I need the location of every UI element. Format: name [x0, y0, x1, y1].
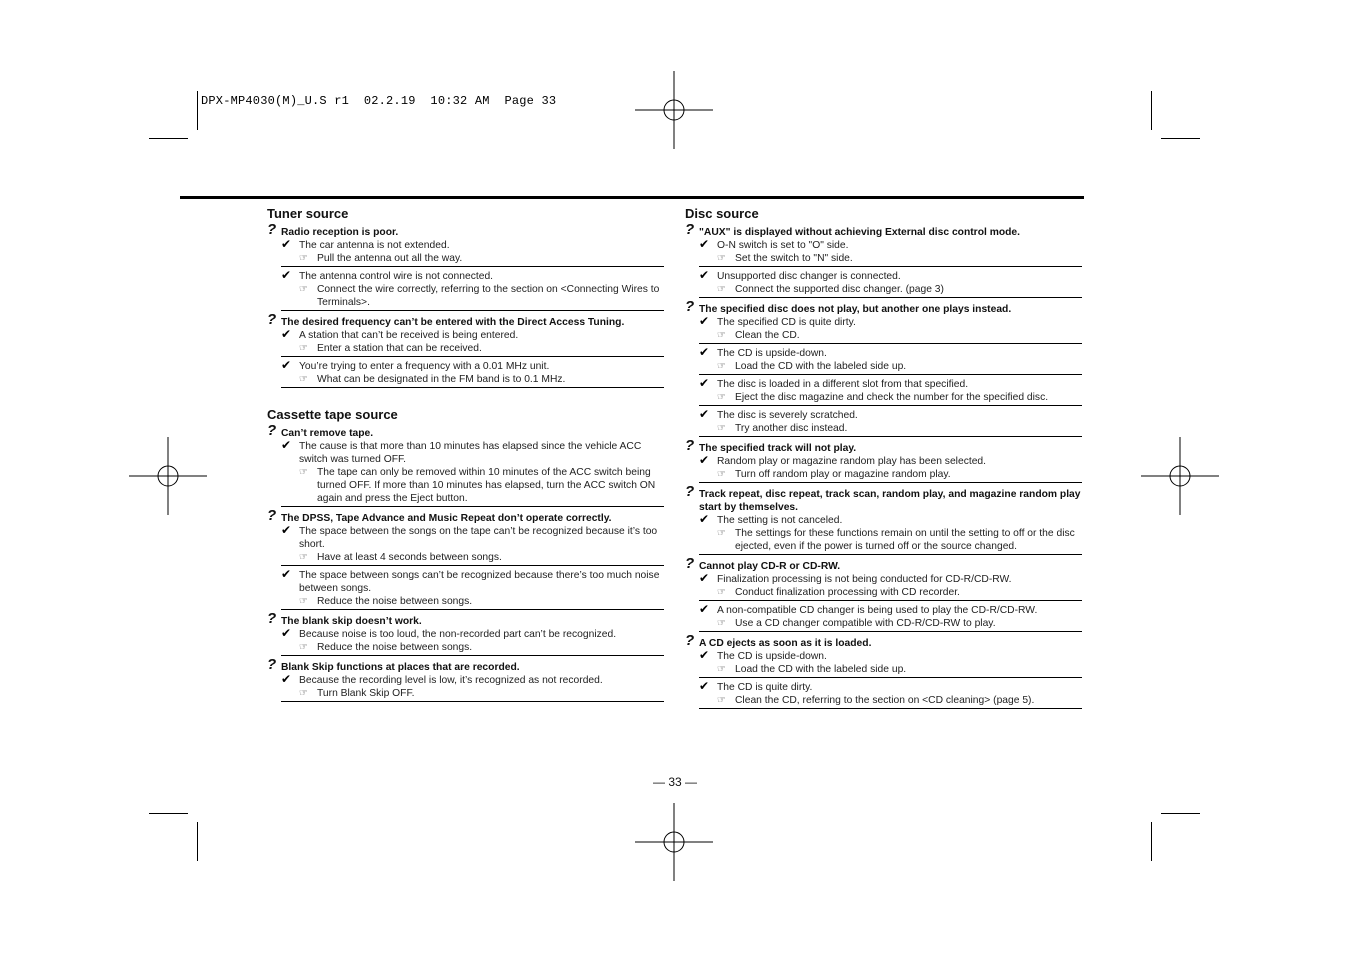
cause-line: [281, 360, 664, 373]
remedy-text: Turn Blank Skip OFF.: [317, 688, 415, 699]
question-mark-icon: ?: [685, 555, 695, 572]
cause-line: [699, 316, 1082, 329]
cause-line: [699, 514, 1082, 527]
problem-text: The specified track will not play.: [699, 443, 857, 454]
remedy-text: Connect the wire correctly, referring to the section on <Connecting Wires to Terminals>.: [317, 284, 660, 308]
remedy-line: [699, 329, 1082, 342]
registration-mark-icon: [1141, 437, 1219, 515]
question-mark-icon: ?: [685, 483, 695, 500]
remedy-line: [281, 687, 664, 700]
remedy-text: What can be designated in the FM band is to 0.1 MHz.: [317, 374, 566, 385]
remedy-line: [281, 641, 664, 654]
check-icon: ✔: [281, 567, 292, 581]
remedy-text: Set the switch to "N" side.: [735, 253, 853, 264]
trouble-entry: [699, 514, 1082, 555]
trouble-entry: [281, 569, 664, 610]
cause-text: Finalization processing is not being conducted for CD-R/CD-RW.: [717, 574, 1012, 585]
cause-text: The CD is upside-down.: [717, 651, 827, 662]
cause-line: [281, 440, 664, 466]
pointing-hand-icon: ☞: [717, 253, 726, 264]
trouble-entry: [281, 270, 664, 311]
question-mark-icon: ?: [267, 610, 277, 627]
cause-text: The CD is upside-down.: [717, 348, 827, 359]
problem-question: [267, 221, 664, 239]
trouble-entry: [699, 650, 1082, 678]
check-icon: ✔: [281, 438, 292, 452]
registration-mark-icon: [129, 437, 207, 515]
problem-question: [267, 311, 664, 329]
crop-mark: [149, 813, 188, 814]
trouble-entry: [699, 409, 1082, 437]
remedy-text: Pull the antenna out all the way.: [317, 253, 463, 264]
remedy-text: Try another disc instead.: [735, 423, 848, 434]
remedy-text: Load the CD with the labeled side up.: [735, 664, 907, 675]
question-mark-icon: ?: [267, 311, 277, 328]
remedy-text: Reduce the noise between songs.: [317, 596, 473, 607]
print-slug: DPX-MP4030(M)_U.S r1 02.2.19 10:32 AM Page 33: [201, 94, 557, 108]
check-icon: ✔: [281, 523, 292, 537]
remedy-text: Conduct finalization processing with CD recorder.: [735, 587, 960, 598]
pointing-hand-icon: ☞: [717, 469, 726, 480]
cause-text: Because noise is too loud, the non-recorded part can’t be recognized.: [299, 629, 617, 640]
remedy-text: The tape can only be removed within 10 minutes of the ACC switch being turned OFF. If more than 10 minutes has elapsed, turn the ACC switch ON again and press the Eject button.: [317, 467, 656, 504]
registration-mark-icon: [635, 803, 713, 881]
pointing-hand-icon: ☞: [299, 374, 308, 385]
remedy-text: Turn off random play or magazine random play.: [735, 469, 951, 480]
cause-line: [699, 681, 1082, 694]
check-icon: ✔: [281, 358, 292, 372]
cause-text: You’re trying to enter a frequency with a 0.01 MHz unit.: [299, 361, 550, 372]
pointing-hand-icon: ☞: [717, 392, 726, 403]
cause-line: [281, 329, 664, 342]
remedy-text: Connect the supported disc changer. (page 3): [735, 284, 944, 295]
problem-question: [685, 221, 1082, 239]
problem-text: Radio reception is poor.: [281, 227, 399, 238]
problem-question: [267, 422, 664, 440]
crop-mark: [1161, 138, 1200, 139]
page-number: — 33 —: [652, 775, 697, 789]
cause-line: [699, 573, 1082, 586]
cause-line: [699, 239, 1082, 252]
remedy-line: [699, 617, 1082, 630]
problem-question: [267, 610, 664, 628]
remedy-line: [699, 468, 1082, 481]
remedy-text: Reduce the noise between songs.: [317, 642, 473, 653]
trouble-entry: [699, 316, 1082, 344]
crop-mark: [197, 91, 198, 130]
problem-question: [685, 437, 1082, 455]
remedy-line: [699, 391, 1082, 404]
problem-question: [685, 555, 1082, 573]
cause-text: The cause is that more than 10 minutes has elapsed since the vehicle ACC switch was turned OFF.: [299, 441, 642, 465]
remedy-line: [699, 527, 1082, 553]
cause-line: [281, 674, 664, 687]
remedy-line: [699, 586, 1082, 599]
question-mark-icon: ?: [685, 221, 695, 238]
section-gap: [267, 393, 664, 406]
crop-mark: [197, 822, 198, 861]
problem-question: [267, 656, 664, 674]
cause-line: [699, 378, 1082, 391]
crop-mark: [1151, 822, 1152, 861]
question-mark-icon: ?: [685, 632, 695, 649]
remedy-line: [281, 595, 664, 608]
right-column: [685, 205, 1082, 714]
trouble-entry: [699, 455, 1082, 483]
remedy-text: Clean the CD.: [735, 330, 800, 341]
check-icon: ✔: [699, 512, 710, 526]
cause-text: The car antenna is not extended.: [299, 240, 450, 251]
cause-line: [699, 347, 1082, 360]
question-mark-icon: ?: [267, 221, 277, 238]
cause-line: [281, 525, 664, 551]
cause-text: A non-compatible CD changer is being used to play the CD-R/CD-RW.: [717, 605, 1038, 616]
problem-text: The blank skip doesn’t work.: [281, 616, 422, 627]
pointing-hand-icon: ☞: [717, 618, 726, 629]
trouble-entry: [699, 270, 1082, 298]
header-rule: [180, 196, 1084, 199]
check-icon: ✔: [699, 314, 710, 328]
trouble-entry: [699, 573, 1082, 601]
problem-question: [685, 298, 1082, 316]
trouble-entry: [699, 347, 1082, 375]
problem-text: The specified disc does not play, but another one plays instead.: [699, 304, 1012, 315]
crop-mark: [149, 138, 188, 139]
check-icon: ✔: [699, 571, 710, 585]
cause-text: The antenna control wire is not connected.: [299, 271, 494, 282]
remedy-text: Have at least 4 seconds between songs.: [317, 552, 502, 563]
remedy-line: [281, 551, 664, 564]
check-icon: ✔: [281, 237, 292, 251]
remedy-line: [281, 283, 664, 309]
remedy-text: Enter a station that can be received.: [317, 343, 482, 354]
trouble-entry: [281, 360, 664, 388]
remedy-line: [699, 663, 1082, 676]
problem-text: Can’t remove tape.: [281, 428, 374, 439]
check-icon: ✔: [281, 626, 292, 640]
check-icon: ✔: [699, 453, 710, 467]
remedy-text: Load the CD with the labeled side up.: [735, 361, 907, 372]
trouble-entry: [699, 681, 1082, 709]
pointing-hand-icon: ☞: [299, 596, 308, 607]
trouble-entry: [281, 440, 664, 507]
problem-text: Cannot play CD-R or CD-RW.: [699, 561, 841, 572]
pointing-hand-icon: ☞: [717, 361, 726, 372]
pointing-hand-icon: ☞: [717, 664, 726, 675]
cause-line: [699, 455, 1082, 468]
cause-text: The space between the songs on the tape can’t be recognized because it’s too short.: [299, 526, 658, 550]
check-icon: ✔: [699, 376, 710, 390]
pointing-hand-icon: ☞: [717, 695, 726, 706]
pointing-hand-icon: ☞: [717, 330, 726, 341]
pointing-hand-icon: ☞: [299, 284, 308, 295]
cause-text: A station that can’t be received is being entered.: [299, 330, 519, 341]
problem-question: [685, 632, 1082, 650]
cause-text: The disc is severely scratched.: [717, 410, 858, 421]
cause-text: Unsupported disc changer is connected.: [717, 271, 901, 282]
cause-text: The specified CD is quite dirty.: [717, 317, 856, 328]
trouble-entry: [281, 239, 664, 267]
cause-text: The disc is loaded in a different slot from that specified.: [717, 379, 969, 390]
cause-line: [699, 650, 1082, 663]
check-icon: ✔: [699, 648, 710, 662]
pointing-hand-icon: ☞: [717, 587, 726, 598]
remedy-line: [281, 252, 664, 265]
question-mark-icon: ?: [685, 298, 695, 315]
section-title: Cassette tape source: [267, 407, 398, 422]
pointing-hand-icon: ☞: [299, 343, 308, 354]
remedy-line: [699, 422, 1082, 435]
problem-text: Track repeat, disc repeat, track scan, random play, and magazine random play start by themselves.: [699, 489, 1081, 513]
pointing-hand-icon: ☞: [299, 688, 308, 699]
remedy-text: Clean the CD, referring to the section on <CD cleaning> (page 5).: [735, 695, 1035, 706]
problem-question: [267, 507, 664, 525]
pointing-hand-icon: ☞: [717, 284, 726, 295]
cause-text: O-N switch is set to "O" side.: [717, 240, 849, 251]
remedy-line: [699, 252, 1082, 265]
check-icon: ✔: [699, 679, 710, 693]
question-mark-icon: ?: [267, 656, 277, 673]
cause-line: [281, 239, 664, 252]
problem-text: The DPSS, Tape Advance and Music Repeat don’t operate correctly.: [281, 513, 612, 524]
trouble-entry: [699, 378, 1082, 406]
cause-line: [699, 270, 1082, 283]
remedy-line: [699, 283, 1082, 296]
question-mark-icon: ?: [685, 437, 695, 454]
problem-text: A CD ejects as soon as it is loaded.: [699, 638, 872, 649]
cause-line: [699, 604, 1082, 617]
problem-question: [685, 483, 1082, 514]
remedy-line: [699, 694, 1082, 707]
remedy-text: The settings for these functions remain on until the setting to off or the disc ejected, even if the power is turned off or the source changed.: [735, 528, 1075, 552]
trouble-entry: [281, 329, 664, 357]
check-icon: ✔: [281, 672, 292, 686]
pointing-hand-icon: ☞: [299, 467, 308, 478]
cause-text: The CD is quite dirty.: [717, 682, 813, 693]
check-icon: ✔: [281, 327, 292, 341]
cause-text: The setting is not canceled.: [717, 515, 843, 526]
cause-line: [281, 270, 664, 283]
crop-mark: [1161, 813, 1200, 814]
question-mark-icon: ?: [267, 422, 277, 439]
pointing-hand-icon: ☞: [717, 423, 726, 434]
cause-text: Because the recording level is low, it’s recognized as not recorded.: [299, 675, 603, 686]
trouble-entry: [699, 239, 1082, 267]
trouble-entry: [281, 525, 664, 566]
trouble-entry: [281, 628, 664, 656]
section-title: Disc source: [685, 206, 759, 221]
remedy-text: Use a CD changer compatible with CD-R/CD-RW to play.: [735, 618, 996, 629]
cause-line: [281, 628, 664, 641]
crop-mark: [1151, 91, 1152, 130]
pointing-hand-icon: ☞: [717, 528, 726, 539]
remedy-line: [281, 466, 664, 505]
left-column: [267, 205, 664, 707]
problem-text: Blank Skip functions at places that are recorded.: [281, 662, 520, 673]
check-icon: ✔: [699, 268, 710, 282]
remedy-line: [281, 373, 664, 386]
check-icon: ✔: [699, 407, 710, 421]
trouble-entry: [699, 604, 1082, 632]
check-icon: ✔: [281, 268, 292, 282]
trouble-entry: [281, 674, 664, 702]
cause-text: The space between songs can’t be recognized because there’s too much noise between songs.: [299, 570, 660, 594]
section-title: Tuner source: [267, 206, 349, 221]
registration-mark-icon: [635, 71, 713, 149]
check-icon: ✔: [699, 237, 710, 251]
question-mark-icon: ?: [267, 507, 277, 524]
check-icon: ✔: [699, 602, 710, 616]
problem-text: "AUX" is displayed without achieving External disc control mode.: [699, 227, 1021, 238]
pointing-hand-icon: ☞: [299, 642, 308, 653]
pointing-hand-icon: ☞: [299, 253, 308, 264]
cause-line: [281, 569, 664, 595]
problem-text: The desired frequency can’t be entered with the Direct Access Tuning.: [281, 317, 625, 328]
check-icon: ✔: [699, 345, 710, 359]
cause-text: Random play or magazine random play has been selected.: [717, 456, 987, 467]
pointing-hand-icon: ☞: [299, 552, 308, 563]
remedy-text: Eject the disc magazine and check the number for the specified disc.: [735, 392, 1049, 403]
remedy-line: [699, 360, 1082, 373]
cause-line: [699, 409, 1082, 422]
remedy-line: [281, 342, 664, 355]
